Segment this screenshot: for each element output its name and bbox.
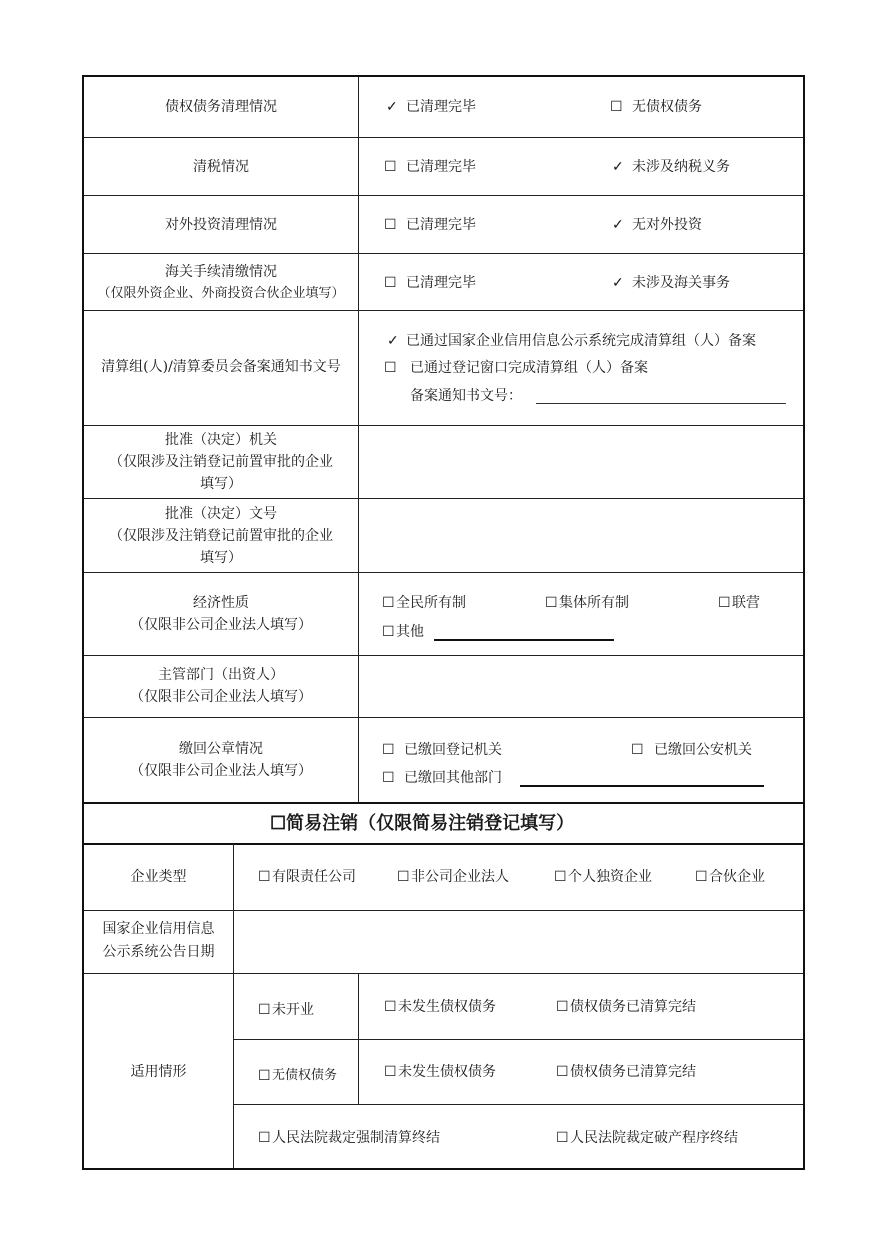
r1-no-debt-label: 未发生债权债务 bbox=[398, 999, 496, 1015]
not-opened-label: 未开业 bbox=[272, 1002, 314, 1018]
court-bankruptcy-checkbox[interactable]: ☐ bbox=[556, 1130, 569, 1146]
r2-settled-label: 债权债务已清算完结 bbox=[570, 1064, 696, 1080]
seal-label: 缴回公章情况 bbox=[179, 741, 263, 757]
economic-label: 经济性质 bbox=[193, 595, 249, 611]
customs-label: 海关手续清缴情况 bbox=[165, 264, 277, 280]
liquidation-opt2-checkbox[interactable]: ☐ bbox=[384, 360, 397, 376]
debt-opt1-label: 已清理完毕 bbox=[406, 99, 476, 115]
liquidation-opt1-checkmark[interactable]: ✓ bbox=[387, 333, 399, 349]
approval-no-note: （仅限涉及注销登记前置审批的企业 bbox=[109, 528, 333, 544]
invest-opt2-checkmark[interactable]: ✓ bbox=[612, 217, 624, 233]
authority-note: （仅限非公司企业法人填写） bbox=[130, 689, 312, 705]
announce-date-field[interactable] bbox=[235, 912, 801, 972]
seal-opt1-label: 已缴回登记机关 bbox=[404, 742, 502, 758]
enterprise-type-opt4-checkbox[interactable]: ☐ bbox=[695, 869, 708, 885]
seal-opt3-label: 已缴回其他部门 bbox=[404, 770, 502, 786]
seal-opt1-checkbox[interactable]: ☐ bbox=[382, 742, 395, 758]
customs-opt1-checkbox[interactable]: ☐ bbox=[384, 275, 397, 291]
enterprise-type-opt1-label: 有限责任公司 bbox=[272, 869, 356, 885]
economic-note: （仅限非公司企业法人填写） bbox=[130, 617, 312, 633]
liquidation-doc-no-field[interactable] bbox=[536, 403, 786, 404]
approval-org-note-end: 填写） bbox=[200, 476, 242, 492]
debt-opt2-label: 无债权债务 bbox=[632, 99, 702, 115]
invest-opt1-label: 已清理完毕 bbox=[406, 217, 476, 233]
enterprise-type-opt4-label: 合伙企业 bbox=[709, 869, 765, 885]
court-liquidation-label: 人民法院裁定强制清算终结 bbox=[272, 1130, 440, 1146]
tax-opt1-label: 已清理完毕 bbox=[406, 159, 476, 175]
approval-no-note-end: 填写） bbox=[200, 550, 242, 566]
not-opened-checkbox[interactable]: ☐ bbox=[258, 1002, 271, 1018]
approval-org-field[interactable] bbox=[360, 427, 801, 497]
approval-org-label: 批准（决定）机关 bbox=[165, 432, 277, 448]
economic-opt3-checkbox[interactable]: ☐ bbox=[718, 595, 731, 611]
customs-opt1-label: 已清理完毕 bbox=[406, 275, 476, 291]
seal-note: （仅限非公司企业法人填写） bbox=[130, 763, 312, 779]
seal-opt2-label: 已缴回公安机关 bbox=[654, 742, 752, 758]
economic-opt2-label: 集体所有制 bbox=[559, 595, 629, 611]
court-bankruptcy-label: 人民法院裁定破产程序终结 bbox=[570, 1130, 738, 1146]
simple-cancel-heading bbox=[270, 813, 574, 835]
enterprise-type-opt3-label: 个人独资企业 bbox=[568, 869, 652, 885]
enterprise-type-opt2-checkbox[interactable]: ☐ bbox=[397, 869, 410, 885]
no-debt-checkbox[interactable]: ☐ bbox=[258, 1068, 271, 1084]
simple-cancel-checkbox[interactable]: ☐ bbox=[270, 813, 287, 834]
debt-opt2-checkbox[interactable]: ☐ bbox=[610, 99, 623, 115]
tax-opt2-checkmark[interactable]: ✓ bbox=[612, 159, 624, 175]
seal-opt2-checkbox[interactable]: ☐ bbox=[631, 742, 644, 758]
r2-settled-checkbox[interactable]: ☐ bbox=[556, 1064, 569, 1080]
enterprise-type-opt1-checkbox[interactable]: ☐ bbox=[258, 869, 271, 885]
enterprise-type-label: 企业类型 bbox=[130, 869, 187, 885]
economic-opt4-checkbox[interactable]: ☐ bbox=[382, 624, 395, 640]
approval-org-note: （仅限涉及注销登记前置审批的企业 bbox=[109, 454, 333, 470]
economic-opt4-label: 其他 bbox=[396, 624, 424, 640]
tax-opt1-checkbox[interactable]: ☐ bbox=[384, 159, 397, 175]
authority-field[interactable] bbox=[360, 657, 801, 716]
simple-cancel-title: 简易注销（仅限简易注销登记填写） bbox=[286, 813, 575, 834]
seal-opt3-checkbox[interactable]: ☐ bbox=[382, 770, 395, 786]
enterprise-type-opt2-label: 非公司企业法人 bbox=[411, 869, 509, 885]
invest-opt1-checkbox[interactable]: ☐ bbox=[384, 217, 397, 233]
debt-opt1-checkmark[interactable]: ✓ bbox=[386, 99, 398, 115]
court-liquidation-checkbox[interactable]: ☐ bbox=[258, 1130, 271, 1146]
tax-label: 清税情况 bbox=[193, 159, 249, 175]
liquidation-doc-no-label: 备案通知书文号： bbox=[410, 388, 522, 404]
economic-opt1-checkbox[interactable]: ☐ bbox=[382, 595, 395, 611]
r2-no-debt-checkbox[interactable]: ☐ bbox=[384, 1064, 397, 1080]
invest-opt2-label: 无对外投资 bbox=[632, 217, 702, 233]
invest-label: 对外投资清理情况 bbox=[165, 217, 277, 233]
announce-date-label-2: 公示系统公告日期 bbox=[102, 944, 215, 960]
customs-opt2-label: 未涉及海关事务 bbox=[632, 275, 730, 291]
cancellation-form bbox=[82, 75, 805, 1170]
tax-opt2-label: 未涉及纳税义务 bbox=[632, 159, 730, 175]
liquidation-opt2-label: 已通过登记窗口完成清算组（人）备案 bbox=[410, 360, 648, 376]
liquidation-label: 清算组(人)/清算委员会备案通知书文号 bbox=[101, 359, 341, 375]
economic-opt2-checkbox[interactable]: ☐ bbox=[545, 595, 558, 611]
customs-note: （仅限外资企业、外商投资合伙企业填写） bbox=[97, 286, 345, 301]
enterprise-type-opt3-checkbox[interactable]: ☐ bbox=[554, 869, 567, 885]
approval-no-label: 批准（决定）文号 bbox=[165, 506, 277, 522]
applicable-label: 适用情形 bbox=[130, 1064, 187, 1080]
r1-settled-checkbox[interactable]: ☐ bbox=[556, 999, 569, 1015]
debt-label: 债权债务清理情况 bbox=[165, 99, 277, 115]
no-debt-label: 无债权债务 bbox=[272, 1068, 338, 1083]
r1-settled-label: 债权债务已清算完结 bbox=[570, 999, 696, 1015]
announce-date-label: 国家企业信用信息 bbox=[102, 921, 215, 937]
customs-opt2-checkmark[interactable]: ✓ bbox=[612, 275, 624, 291]
approval-no-field[interactable] bbox=[360, 501, 801, 571]
economic-opt3-label: 联营 bbox=[732, 595, 760, 611]
seal-other-field[interactable] bbox=[520, 785, 764, 787]
economic-other-field[interactable] bbox=[434, 639, 614, 641]
r2-no-debt-label: 未发生债权债务 bbox=[398, 1064, 496, 1080]
economic-opt1-label: 全民所有制 bbox=[396, 595, 466, 611]
authority-label: 主管部门（出资人） bbox=[158, 667, 284, 683]
liquidation-opt1-label: 已通过国家企业信用信息公示系统完成清算组（人）备案 bbox=[406, 333, 756, 349]
r1-no-debt-checkbox[interactable]: ☐ bbox=[384, 999, 397, 1015]
